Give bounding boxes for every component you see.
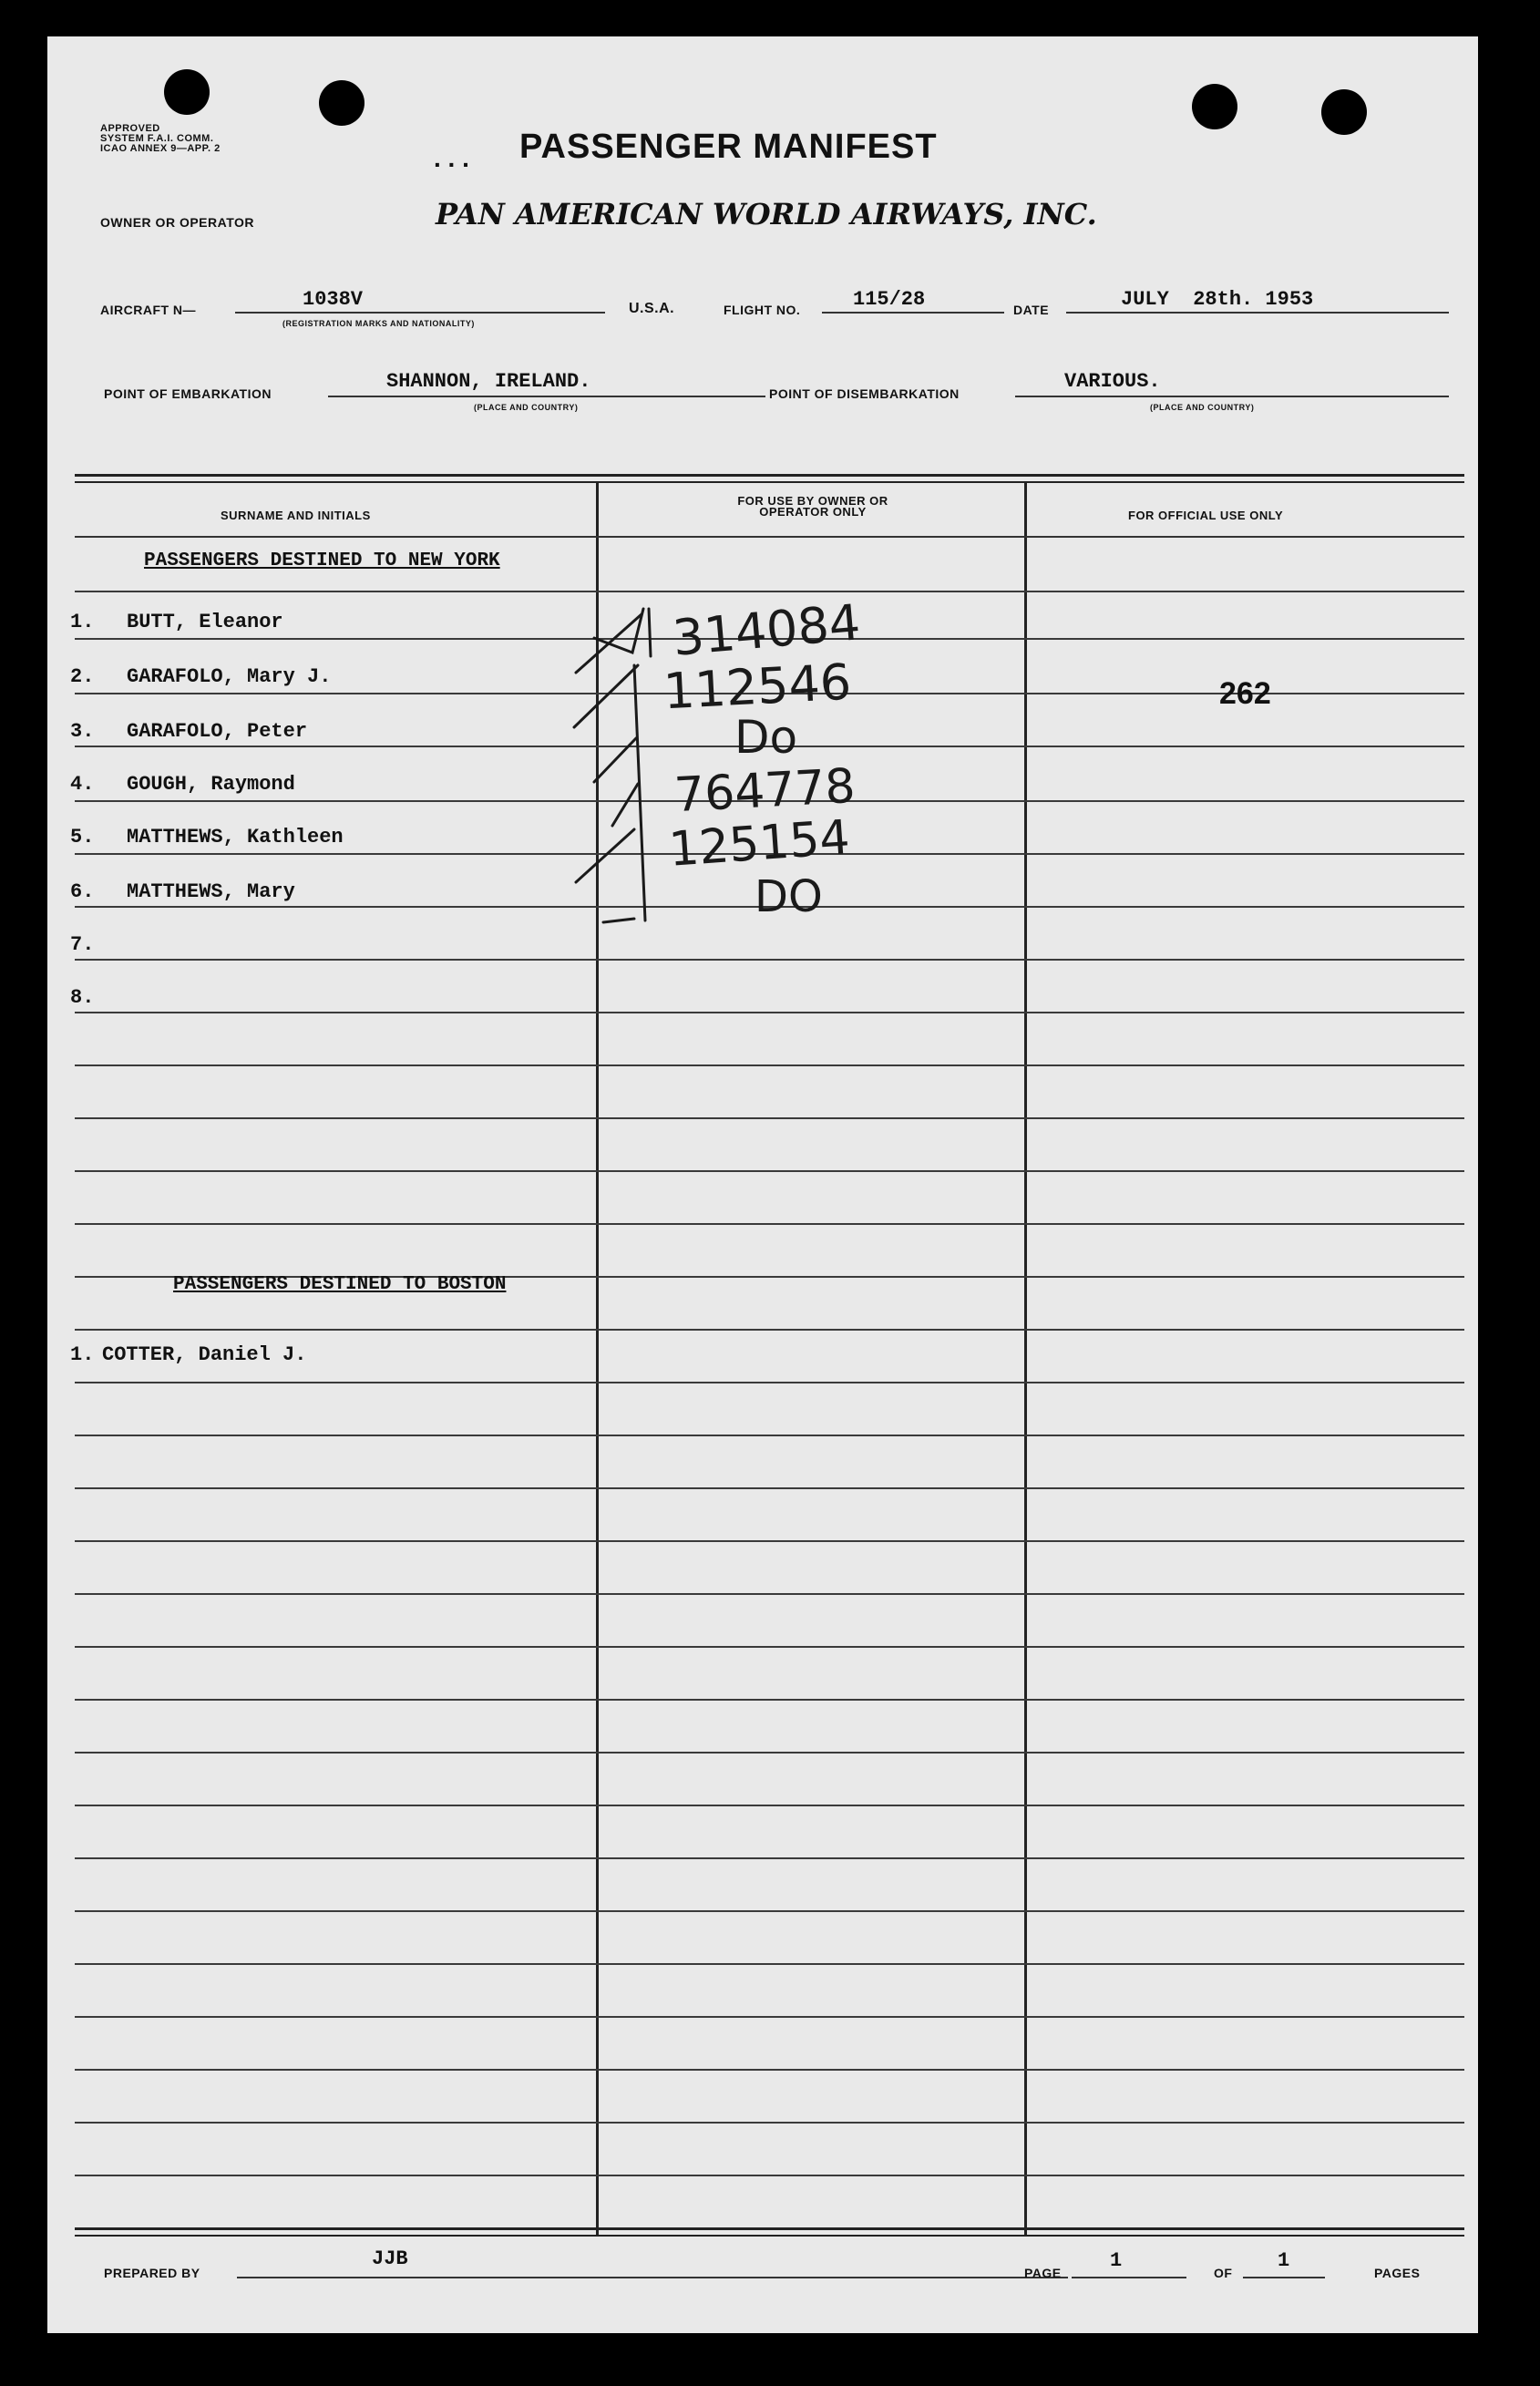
section-heading-boston: PASSENGERS DESTINED TO BOSTON bbox=[173, 1274, 507, 1295]
column-header-official: FOR OFFICIAL USE ONLY bbox=[1128, 509, 1284, 522]
ruled-line bbox=[75, 1752, 1464, 1754]
passenger-row bbox=[70, 611, 283, 633]
column-divider bbox=[1024, 481, 1027, 2235]
header-rule bbox=[75, 536, 1464, 538]
approval-line: APPROVED bbox=[100, 123, 160, 134]
column-header-surname: SURNAME AND INITIALS bbox=[221, 509, 371, 522]
aircraft-underline bbox=[235, 312, 605, 314]
ruled-line bbox=[75, 1963, 1464, 1965]
passenger-row bbox=[70, 880, 295, 903]
handwritten-entry: Do bbox=[734, 711, 798, 764]
passenger-row bbox=[70, 826, 344, 848]
disembark-underline bbox=[1015, 396, 1449, 397]
page-underline bbox=[1072, 2277, 1186, 2278]
approval-line: SYSTEM F.A.I. COMM. bbox=[100, 133, 214, 144]
owner-value: PAN AMERICAN WORLD AIRWAYS, INC. bbox=[436, 197, 1097, 231]
flight-underline bbox=[822, 312, 1004, 314]
disembark-caption: (PLACE AND COUNTRY) bbox=[1150, 403, 1255, 412]
handwritten-entry: 314084 bbox=[670, 593, 863, 667]
total-pages: 1 bbox=[1278, 2249, 1290, 2272]
passenger-row bbox=[70, 986, 127, 1009]
ruled-line bbox=[75, 1064, 1464, 1066]
ruled-line bbox=[75, 1329, 1464, 1331]
row-number: 2. bbox=[70, 665, 95, 688]
punch-hole bbox=[164, 69, 210, 115]
ruled-line bbox=[75, 1857, 1464, 1859]
passenger-row bbox=[70, 933, 127, 956]
usa-label: U.S.A. bbox=[629, 301, 675, 316]
handwritten-tick-marks bbox=[558, 602, 722, 948]
row-number: 6. bbox=[70, 880, 95, 903]
handwritten-entry: 125154 bbox=[667, 810, 852, 878]
prepared-by-label: PREPARED BY bbox=[104, 2266, 200, 2280]
row-number: 1. bbox=[70, 1343, 95, 1366]
ruled-line bbox=[75, 1223, 1464, 1225]
passenger-name: MATTHEWS, Kathleen bbox=[127, 826, 344, 848]
approval-line: ICAO ANNEX 9—APP. 2 bbox=[100, 143, 221, 154]
official-use-value: 262 bbox=[1219, 676, 1271, 711]
title-dots: . . . bbox=[434, 144, 469, 172]
passenger-name: MATTHEWS, Mary bbox=[127, 880, 295, 903]
passenger-name: GARAFOLO, Mary J. bbox=[127, 665, 332, 688]
row-number: 7. bbox=[70, 933, 95, 956]
date-label: DATE bbox=[1013, 303, 1050, 317]
embark-value: SHANNON, IRELAND. bbox=[386, 370, 591, 393]
table-top-border bbox=[75, 481, 1464, 483]
ruled-line bbox=[75, 2016, 1464, 2018]
page-number: 1 bbox=[1110, 2249, 1123, 2272]
ruled-line bbox=[75, 1593, 1464, 1595]
date-underline bbox=[1066, 312, 1449, 314]
row-number: 3. bbox=[70, 720, 95, 743]
punch-hole bbox=[1192, 84, 1237, 129]
punch-hole bbox=[1321, 89, 1367, 135]
punch-hole bbox=[319, 80, 364, 126]
handwritten-entry: 112546 bbox=[662, 653, 853, 721]
date-value: JULY 28th. 1953 bbox=[1121, 288, 1314, 311]
ruled-line bbox=[75, 1382, 1464, 1383]
section-heading-new-york: PASSENGERS DESTINED TO NEW YORK bbox=[144, 550, 500, 571]
ruled-line bbox=[75, 2175, 1464, 2176]
ruled-line bbox=[75, 1540, 1464, 1542]
flight-value: 115/28 bbox=[853, 288, 926, 311]
ruled-line bbox=[75, 1117, 1464, 1119]
ruled-line bbox=[75, 1170, 1464, 1172]
flight-label: FLIGHT NO. bbox=[724, 303, 801, 317]
passenger-row bbox=[70, 665, 331, 688]
row-number: 4. bbox=[70, 773, 95, 796]
handwritten-entry: 764778 bbox=[672, 758, 857, 824]
of-underline bbox=[1243, 2277, 1325, 2278]
table-bottom-border bbox=[75, 2235, 1464, 2237]
page-label: PAGE bbox=[1024, 2266, 1062, 2280]
embark-label: POINT OF EMBARKATION bbox=[104, 386, 272, 401]
passenger-row bbox=[70, 773, 295, 796]
ruled-line bbox=[75, 1435, 1464, 1436]
aircraft-caption: (REGISTRATION MARKS AND NATIONALITY) bbox=[282, 319, 475, 328]
ruled-line bbox=[75, 1487, 1464, 1489]
owner-label: OWNER OR OPERATOR bbox=[100, 215, 254, 230]
row-number: 1. bbox=[70, 611, 95, 633]
ruled-line bbox=[75, 1805, 1464, 1806]
of-label: OF bbox=[1214, 2266, 1233, 2280]
row-number: 8. bbox=[70, 986, 95, 1009]
row-number: 5. bbox=[70, 826, 95, 848]
manifest-sheet bbox=[47, 36, 1478, 2333]
page-title: PASSENGER MANIFEST bbox=[519, 128, 938, 166]
embark-caption: (PLACE AND COUNTRY) bbox=[474, 403, 579, 412]
ruled-line bbox=[75, 1012, 1464, 1013]
disembark-label: POINT OF DISEMBARKATION bbox=[769, 386, 960, 401]
embark-underline bbox=[328, 396, 765, 397]
pages-label: PAGES bbox=[1374, 2266, 1421, 2280]
prepared-by-value: JJB bbox=[372, 2247, 408, 2270]
ruled-line bbox=[75, 1699, 1464, 1701]
table-bottom-border bbox=[75, 2227, 1464, 2230]
disembark-value: VARIOUS. bbox=[1064, 370, 1161, 393]
table-top-border bbox=[75, 474, 1464, 477]
prepared-by-underline bbox=[237, 2277, 1068, 2278]
passenger-name: GOUGH, Raymond bbox=[127, 773, 295, 796]
passenger-row bbox=[70, 1343, 306, 1366]
ruled-line bbox=[75, 1910, 1464, 1912]
ruled-line bbox=[75, 2122, 1464, 2124]
aircraft-value: 1038V bbox=[303, 288, 364, 311]
passenger-name: GARAFOLO, Peter bbox=[127, 720, 308, 743]
ruled-line bbox=[75, 591, 1464, 592]
passenger-name: COTTER, Daniel J. bbox=[102, 1343, 307, 1366]
handwritten-entry: DO bbox=[755, 871, 823, 922]
ruled-line bbox=[75, 2069, 1464, 2071]
column-header-owner-use: FOR USE BY OWNER OR OPERATOR ONLY bbox=[737, 494, 888, 519]
approval-block bbox=[100, 124, 221, 154]
passenger-row bbox=[70, 720, 307, 743]
aircraft-label: AIRCRAFT N— bbox=[100, 303, 197, 317]
ruled-line bbox=[75, 1646, 1464, 1648]
ruled-line bbox=[75, 959, 1464, 961]
passenger-name: BUTT, Eleanor bbox=[127, 611, 283, 633]
